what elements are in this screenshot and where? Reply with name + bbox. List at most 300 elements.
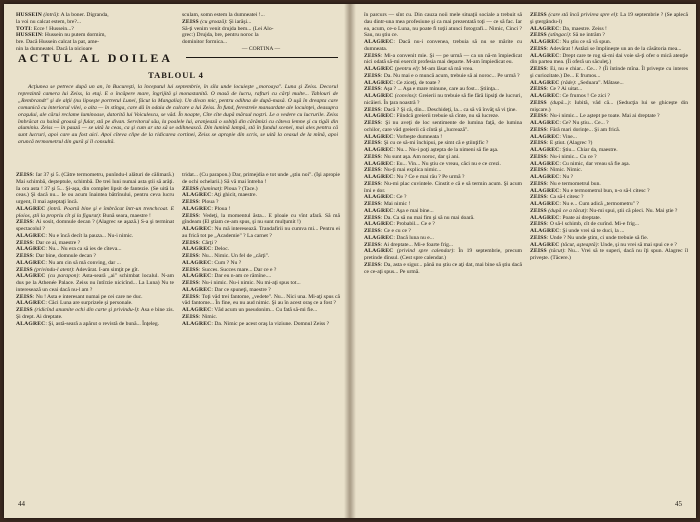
speaker-name: ALAGREC	[16, 232, 46, 239]
dialogue-line	[364, 12, 522, 39]
dialogue-line	[364, 147, 522, 154]
dialogue-line	[182, 287, 340, 294]
line-text: : Nimic. Nimic.	[546, 167, 582, 174]
speaker-name: ZEISS	[530, 180, 547, 187]
dialogue-line	[364, 235, 522, 242]
line-text: : Dacă ? Şi că, din... Deschideţi, la... ca să vă învăţ să vi ţine.	[380, 106, 517, 113]
speaker-name: ALAGREC	[182, 205, 212, 212]
page-number-left: 44	[18, 500, 25, 508]
speaker-name: ZEISS	[182, 212, 199, 219]
speaker-name: ZEISS	[182, 239, 199, 246]
dialogue-line	[364, 107, 522, 114]
speaker-name: ALAGREC	[364, 66, 394, 72]
line-text: la voi nu calcat estem, bre?...	[16, 18, 82, 25]
line-text: : În 19 septembrie, precum pretinde dînsul. (Cest spre calendar.)	[364, 248, 522, 261]
top-column-2	[182, 12, 340, 50]
speaker-name: ZEISS	[364, 153, 381, 160]
speaker-name: HUSSEIN	[16, 32, 42, 39]
line-text: : Ai sosit, domnule decan ? (Alagrec se aşază.) S-a şi terminat spectacolul ?	[16, 219, 174, 232]
speaker-name: ZEISS	[364, 261, 381, 268]
speaker-name: ZEISS	[530, 140, 547, 147]
speaker-name: ZEISS	[364, 167, 381, 174]
speaker-name: ALAGREC	[364, 113, 394, 120]
speaker-name: ALAGREC	[364, 147, 394, 153]
dialogue-line	[364, 181, 522, 195]
line-text: : Ce e cu ce ?	[380, 228, 411, 234]
dialogue-line	[530, 188, 688, 195]
dialogue-line	[182, 273, 340, 280]
speaker-name: ALAGREC	[16, 320, 46, 327]
dialogue-line	[530, 208, 688, 215]
stage-note: (după...)	[546, 99, 570, 106]
speaker-name: ZEISS	[182, 199, 199, 205]
speaker-name: ALAGREC	[530, 52, 560, 59]
stage-note: (pentru el)	[393, 66, 419, 72]
line-text: : Mai nimic !	[380, 201, 411, 207]
speaker-name: ZEISS	[364, 106, 381, 113]
speaker-name: ALAGREC	[364, 207, 394, 214]
line-text: : Poate ai dreptate.	[559, 214, 602, 221]
dialogue-line	[364, 39, 522, 53]
line-text: : Probabil... Ce e ?	[393, 221, 435, 228]
dialogue-line	[16, 26, 174, 33]
speaker-name: ZEISS	[16, 219, 33, 226]
speaker-name: ALAGREC	[530, 133, 560, 140]
stage-note: (tăcut, aşteaptă)	[559, 241, 598, 248]
speaker-name: ZEISS	[530, 221, 547, 228]
line-text: : Fiindcă greierii trebuie să cînte, nu să lucreze.	[393, 113, 500, 120]
line-text: : Cărţi ?	[198, 239, 217, 246]
line-text: bre. Dacă Hussein calcat la pat, ame-	[16, 39, 99, 45]
speaker-name: ZEISS	[364, 201, 381, 207]
speaker-name: ALAGREC	[182, 246, 212, 253]
dialogue-line	[364, 194, 522, 201]
dialogue-line	[16, 39, 174, 46]
top-column-1	[16, 12, 174, 50]
line-text: : Şi iarăşi...	[226, 18, 252, 25]
line-text: : Ştiu... Chiar da, maestre.	[559, 147, 618, 153]
line-text: : Nu... Vrei să te superi, dacă nu îţi spun. Alagrec îl priveşte. (Tăcere.)	[530, 248, 688, 261]
line-text: : Nu e... Cum adică „termometru" ?	[559, 201, 639, 207]
dialogue-line	[530, 39, 688, 46]
dialogue-line	[530, 174, 688, 181]
line-text: : A la boner. Digranda,	[57, 12, 109, 18]
speaker-name: ZEISS	[530, 12, 547, 18]
line-text: : Cum ? Nu ?	[211, 259, 242, 266]
dialogue-line	[530, 120, 688, 127]
line-text: : Da. Ca să nu mai fim şi să nu mai doară.	[380, 214, 475, 221]
right-column-2	[530, 12, 688, 490]
speaker-name: ZEISS	[16, 253, 33, 259]
dialogue-line	[16, 240, 174, 247]
stage-note: (cu groază)	[198, 18, 227, 25]
dialogue-line	[364, 161, 522, 168]
speaker-name: ZEISS	[364, 228, 381, 234]
dialogue-line	[530, 235, 688, 242]
dialogue-line	[182, 12, 340, 19]
line-text: : Asa e bine zis. Şi drept. Ai dreptate.	[16, 307, 174, 320]
page-number-right: 45	[675, 500, 682, 508]
speaker-name: ALAGREC	[530, 201, 560, 207]
speaker-name: ALAGREC	[182, 226, 212, 232]
speaker-name: ALAGREC	[364, 133, 394, 140]
line-text: : Nu mă interesează. Trandafirii nu cumva mi... Pentru ei au frică tot pe „Academie" ? La carnet ?	[182, 226, 340, 239]
line-text: : M-am lăsat să mă vrea.	[418, 66, 474, 72]
line-text: : Ce ?	[393, 194, 407, 201]
line-text: : Cu nimic, dar vreau să fie aşa.	[559, 160, 631, 167]
speaker-name: ZEISS	[364, 72, 381, 79]
line-text: : Nu-i nimic... Cu ce ?	[546, 153, 597, 160]
dialogue-line	[16, 12, 174, 19]
speaker-name: ZEISS	[364, 52, 381, 59]
line-text: : Aţi ghicit, maestre.	[211, 192, 257, 199]
speaker-name: ALAGREC	[530, 214, 560, 221]
speaker-name: ZEISS	[530, 248, 547, 255]
speaker-name: ALAGREC	[16, 300, 46, 307]
left-column-1	[16, 172, 174, 487]
line-text: : Nu ştiu ce să vă spun.	[559, 39, 612, 45]
line-text: — CORTINA —	[241, 45, 281, 50]
line-text: : Să ne intrăm ?	[569, 32, 605, 39]
speaker-name: ZEISS	[364, 241, 381, 248]
speaker-name: ALAGREC	[182, 286, 212, 293]
speaker-name: ALAGREC	[530, 120, 560, 126]
speaker-name: ZEISS	[16, 266, 33, 273]
line-text: : Da. Nimic pe acest oraş la viziune. Domnul Zeiss ?	[211, 320, 330, 327]
dialogue-line	[182, 260, 340, 267]
line-text: : „Seduara". Mătase...	[574, 79, 624, 86]
line-text: : Şi, astă-seară a apărut o revistă de bună... Înţeleg.	[45, 320, 160, 327]
speaker-name: ALAGREC	[530, 93, 560, 99]
line-text: : Nu-i nimic... Le aştept pe toate. Mai ai dreptate ?	[546, 113, 660, 120]
speaker-name: ZEISS	[182, 253, 199, 259]
speaker-name: ALAGREC	[364, 221, 394, 228]
line-text: dominitor formica...	[182, 39, 228, 45]
line-text: : Nu ?	[559, 174, 574, 180]
stage-note: (tăcut)	[546, 248, 565, 255]
line-text: : Nu e termometrul bun.	[546, 180, 601, 187]
dialogue-line	[530, 86, 688, 93]
speaker-name: ZEISS	[530, 207, 547, 214]
speaker-name: ZEISS	[364, 86, 381, 93]
line-text: : Fără mari dorinţe... Şi am frică.	[546, 126, 621, 133]
speaker-name: ALAGREC	[182, 320, 212, 327]
dialogue-line	[16, 172, 174, 206]
speaker-name: ZEISS	[530, 194, 547, 201]
dialogue-line	[182, 294, 340, 308]
stage-note: (privind spre calendar)	[393, 248, 454, 255]
line-text: : Ce ? Ai uitat...	[546, 86, 583, 93]
speaker-name: ZEISS	[530, 167, 547, 174]
speaker-name: ZEISS	[182, 18, 199, 25]
speaker-name: ZEISS	[16, 172, 33, 178]
line-text: : Ce frumos ! Ce zici ?	[559, 93, 611, 99]
dialogue-line	[530, 147, 688, 154]
line-text: : Ce ziceţi, de toate ?	[393, 79, 441, 86]
line-text: : Căci Luna are surprizele şi personale.	[45, 300, 133, 307]
line-text: : Greierii nu trebuie să fie fără lipsiţi de lucruri, nicăieri. În ţara noastră ?	[364, 93, 522, 106]
line-text: : Hussein nu putem dormim,	[41, 32, 106, 39]
dialogue-line	[364, 248, 522, 262]
stage-note: (intră. Poartă bine şi e îmbrăcat într-un trenchcoat. E ploios, ştii la propriu cît şi la figurat)	[16, 205, 174, 219]
dialogue-line	[364, 167, 522, 174]
line-text: : Nimic.	[198, 313, 218, 320]
dialogue-line	[530, 181, 688, 188]
speaker-name: ALAGREC	[16, 246, 46, 253]
dialogue-line	[16, 300, 174, 307]
dialogue-line	[530, 12, 688, 26]
act-title: ACTUL AL DOILEA	[18, 51, 174, 65]
speaker-name: ZEISS	[16, 307, 33, 313]
line-text: : Văd acum un pseudonim... Cu fată să-mi fie...	[211, 307, 318, 313]
dialogue-line	[530, 53, 688, 67]
line-text: : O să-l schimb, cît de curînd. Mi-e frig...	[546, 221, 639, 228]
line-text: : Ca să-l citesc ?	[546, 194, 584, 201]
line-text: : Unde, şi nu vrei să mai spui ce e ?	[597, 241, 677, 248]
dialogue-line	[182, 280, 340, 287]
speaker-name: ALAGREC	[182, 273, 212, 280]
speaker-name: ZEISS	[182, 313, 199, 320]
speaker-name: ALAGREC	[530, 25, 560, 32]
stage-note: (râde)	[559, 79, 575, 86]
dialogue-line	[182, 267, 340, 274]
dialogue-line	[16, 294, 174, 301]
line-text: : Drept care te rog să-mi dai voie să-ţi ofer o mică atenţie din partea mea. (Îi oferă un săculeţ.)	[530, 52, 688, 66]
speaker-name: ALAGREC	[530, 174, 560, 180]
line-text: : Ecce ! Hussein...?	[30, 25, 74, 32]
line-text: : Şi cu ce să-mi închipui, pe simt că e ştiinţific ?	[380, 140, 489, 147]
dialogue-line	[364, 93, 522, 107]
speaker-name: ALAGREC	[16, 273, 46, 280]
dialogue-line	[182, 19, 340, 26]
line-text: : Deloc.	[211, 246, 230, 253]
dialogue-line	[16, 246, 174, 253]
dialogue-line	[530, 127, 688, 134]
dialogue-line	[530, 100, 688, 114]
line-text: : Ai dreptate... Mi-e foarte frig...	[380, 241, 454, 248]
line-text: : Vorbeşte dumneata !	[393, 133, 443, 140]
line-text: : Nu... Nimic. Un fel de „cărţi".	[198, 253, 270, 259]
dialogue-line	[530, 154, 688, 161]
dialogue-line	[530, 93, 688, 100]
speaker-name: ZEISS	[530, 99, 547, 106]
speaker-name: ZEISS	[530, 153, 547, 160]
line-text: grec:) Drujda, bre, pentru noroc la	[182, 32, 259, 39]
dialogue-line	[530, 228, 688, 235]
dialogue-line	[530, 113, 688, 120]
line-text: tridat... (Cu parapon.) Dar, primejdia e tot unde „ştiu noi". (Îşi apropie de ochi ochelarii.) Să vă mai întreba !	[182, 172, 340, 185]
top-continuation	[16, 12, 340, 50]
line-text: : Adevărat ! Astăzi se împlineşte un an de la căsătoria mea...	[546, 45, 682, 52]
dialogue-line	[16, 32, 174, 39]
speaker-name: ZEISS	[364, 180, 381, 187]
speaker-name: ALAGREC	[530, 147, 560, 153]
dialogue-body	[16, 172, 340, 487]
speaker-name: ALAGREC	[364, 39, 394, 45]
speaker-name: TOTI	[16, 25, 31, 32]
stage-note: (luminat)	[198, 185, 222, 192]
line-text: : E ştiut. (Alagrec ?)	[546, 140, 593, 147]
dialogue-line	[182, 253, 340, 260]
dialogue-line	[364, 120, 522, 134]
speaker-name: ALAGREC	[530, 39, 560, 45]
line-text: Să-ţi venim venit drujda bem... (Lei Alo-	[182, 25, 274, 32]
dialogue-line	[364, 228, 522, 235]
dialogue-line	[530, 248, 688, 262]
speaker-name: ALAGREC	[530, 228, 560, 234]
line-text: : Bună seara, maestre !	[99, 212, 151, 219]
line-text: : Da, asta e sigur... până nu ştiu ce aţi dat, mai bine să ştiu dacă ce ce-aţi spus... Pe urmă.	[364, 261, 522, 275]
line-text: : Dacă nu-i convenea, trebuia să nu se mărite cu dumneata.	[364, 39, 522, 52]
line-text: : Dar ce spuneţi, maestre ?	[211, 286, 271, 293]
line-text: : Vine...	[559, 133, 577, 140]
speaker-name: ZEISS	[182, 185, 199, 192]
dialogue-line	[182, 192, 340, 199]
line-text: : Ploua ?	[198, 199, 219, 205]
stage-note: (ridicînd anumite ochi din carte şi privindu-l)	[32, 307, 138, 313]
stage-note: (convins)	[393, 93, 416, 99]
speaker-name: ALAGREC	[364, 248, 394, 255]
page-left	[4, 4, 348, 518]
speaker-name: ZEISS	[530, 45, 547, 52]
speaker-name: ALAGREC	[364, 174, 394, 180]
line-text: : Ce? Nu ştiu... Ce... ?	[559, 120, 609, 126]
speaker-name: ALAGREC	[16, 259, 46, 266]
line-text: : Dacă luna nu e...	[393, 234, 434, 241]
dialogue-line	[530, 194, 688, 201]
dialogue-line	[16, 260, 174, 267]
speaker-name: ALAGREC	[530, 160, 560, 167]
dialogue-line	[530, 80, 688, 87]
line-text: : Nu... Nu-i poţi aştepta de la nimeni să fie aşa.	[393, 147, 499, 153]
line-text: : Eu... Vin... Nu ştiu ce vreau, căci nu e ce crezi.	[393, 160, 501, 167]
dialogue-line	[16, 206, 174, 220]
dialogue-line	[530, 46, 688, 53]
speaker-name: HUSSEIN	[16, 12, 42, 18]
dialogue-line	[16, 307, 174, 321]
line-text: : Iar 37 şi 5. (Către termometru, punîndu-l alături de călimară.) Mai schimbă, deşteptule, schimbă. De trei luni numai asta ştii să arăţi. Ia ora asta ! 37 şi 5... Şi-aşa, din complet lipsit de fantezie. (Se uită la ceas.) Şi dacă nu... Ie ou acum înaintea bătrînului, pentru ceva lucru urgent, îl mai aşteptaţi încă.	[16, 172, 174, 205]
line-text: : Asta-seară „ai" schimbat localul. N-am dus pe la Athenée Palace. Zeiss nu întîrzie nicicînd... La Luna) Nu te interesează un ceai dacă nu-l am ?	[16, 273, 174, 293]
dialogue-line	[364, 262, 522, 276]
dialogue-line	[16, 253, 174, 260]
dialogue-line	[16, 233, 174, 240]
dialogue-line	[530, 221, 688, 228]
line-text: : Nu-mi spui, ştii că pleci. Nu. Mai ştie ?	[586, 207, 678, 214]
line-text: : Unde ? Nu unde ştim, ci unde trebuie să fie.	[546, 234, 649, 241]
right-column-1	[364, 12, 522, 490]
dialogue-line	[364, 221, 522, 228]
speaker-name: ZEISS	[530, 66, 547, 72]
line-text: : Vedeţi, la momentul ăsta... E ploaie cu vînt afară. Să mă gîndeam (El ştiam ce-am spus, şi nu sunt mulţumit !)	[182, 212, 340, 226]
line-text: : Da. Nu mai e o muncă acum, trebuie să ai noroc... Pe urmă ?	[380, 72, 520, 79]
line-text: : Succes. Succes mare... Dar ce e ?	[198, 266, 277, 273]
stage-directions: Acţiunea se petrece după un an, în Bucureşti, la începutul lui septembrie, în sîla unde locuieşte „moroaya". Luna şi Zeiss. Decorul reprezintă camera lui Zeiss, la etaj. E o încăpere mare, îngrijită şi monastanită. O masă de lucru, rafturi cu cărţi multe... Tablouri de „Rembrandt" şi de alţii (nu lipseşte portretul Lunei, făcut la Mangalia). Un divan mic, pentru odihna de după-masă. O uşă în dreapta care comunică cu interiorul vilei, o alta — în stînga, care dă în odaia de culcare a lui Zeiss. În fund, ferestrele mansardate ale locuinţei, deasupra oraşului, ale cărui reclame luminoase, datorită lui Voiculescu, se văd. În noapte, Cîte cîte după mărsul noştri. Le o vedere cu lucrurile. Zeiss îmbrăcat cu haină groasă şi fular, stă pe divan. Servitorul său, la poalele lui, aranjează o sobiţă din cărămizi cu câteva lemne şi cu tigăi din aluminiu. Zeiss — în pauză — se uită la ceas, ca şi cum ar sta să se odihnească. Din lumină lampă, stă în fundul scenei, mai ales pentru că sunt lucruri, apoi care au fost aici. Apoi cîteva clipe de la ridicarea cortinei, Zeiss se apropie din scris, se uită la ceasul de la mînă, apoi aruncă termometrul din gură şi îl consultă.	[18, 84, 338, 146]
speaker-name: ZEISS	[182, 293, 199, 300]
dialogue-line	[364, 53, 522, 67]
dialogue-line	[16, 321, 174, 328]
line-text: : Nu-i nimic. Nu-i nimic. Nu mi-aţi spus tot...	[198, 280, 301, 286]
stage-note: (care stă încă privirea spre el)	[546, 12, 617, 18]
dialogue-line	[364, 208, 522, 215]
line-text: : Aşa e mai bine...	[393, 207, 434, 214]
dialogue-line	[182, 321, 340, 328]
line-text: : Şi unde vrei să te duci, la ...	[559, 228, 625, 234]
line-text: : Nu ? Ce e mai rău ? Pe urmă ?	[393, 174, 465, 180]
speaker-name: ALAGREC	[364, 160, 394, 167]
speaker-name: ALAGREC	[530, 241, 560, 248]
line-text: nin la dumneatei. Dacă la picioare	[16, 45, 93, 50]
line-text: : Dar bine, domnule decan ?	[32, 253, 96, 259]
tablou-title: TABLOUL 4	[148, 70, 204, 80]
speaker-name: ZEISS	[182, 266, 199, 273]
speaker-name: ZEISS	[182, 280, 199, 286]
dialogue-line	[182, 186, 340, 193]
line-text: : Dar ce ai, maestre ?	[32, 239, 81, 246]
line-text: : Nu sunt aşa. Am noroc, dar şi ani.	[380, 153, 460, 160]
dialogue-line	[364, 86, 522, 93]
speaker-name: ALAGREC	[182, 259, 212, 266]
line-text: : Nu ! Asta e interesant numai pe cei care ne duc.	[32, 293, 143, 300]
stage-note: (stîngaci)	[546, 32, 570, 39]
speaker-name: ZEISS	[530, 86, 547, 93]
stage-note: (după ce a tăcut)	[546, 207, 587, 214]
dialogue-line	[182, 206, 340, 213]
line-text: : Şi nu aveţi de loc sentimente de lumina faţă, de lumina ochilor, care văd greierii că cîntă şi „lucrează".	[364, 120, 522, 133]
line-text: : Nu... Nu era ca să ies de cîteva...	[45, 246, 122, 253]
line-text: : Dar eu n-am ce rămîne....	[211, 273, 272, 280]
stage-note: (intră)	[41, 12, 58, 18]
line-text: : Da, maestre. Zeiss !	[559, 25, 607, 32]
line-text: : Mi-a convenit mie. Şi — pe urmă — ca un nă-m împiedicat nici odată să-mi exercit profesia mai departe. M-am împiedicat eu.	[364, 52, 522, 66]
speaker-name: ALAGREC	[182, 307, 212, 313]
dialogue-line	[182, 199, 340, 206]
dialogue-line	[530, 201, 688, 208]
speaker-name: ALAGREC	[530, 79, 560, 86]
line-text: : Adevărat. I-am simţit pe gît.	[72, 266, 139, 273]
dialogue-line	[364, 73, 522, 80]
dialogue-line	[182, 307, 340, 314]
line-text: : Nu-mi plac cuvintele. Cinstit e că e să termin acum. Şi acum îmi e dor.	[364, 180, 522, 194]
dialogue-line	[364, 215, 522, 222]
dialogue-line	[182, 240, 340, 247]
dialogue-line	[530, 161, 688, 168]
act-title-rule	[186, 57, 338, 58]
speaker-name: ALAGREC	[364, 79, 394, 86]
speaker-name: ALAGREC	[364, 234, 394, 241]
line-text: în parcurs — sînt cu. Din cauza noii mele situaţii sociale a trebuit să dau dintr-una mea profesiune şi ca mai prezentată toţi — ce să fac. Iar ea, acum, ce-o Luna, nu poate fi toţii atunci fotografi... Nimic, Cinci ? Sau, nu ştiu ce.	[364, 12, 522, 39]
dialogue-line	[182, 172, 340, 186]
dialogue-line	[364, 140, 522, 147]
line-text: : Nu e încă decît la pauza... Nu-i nimic.	[45, 232, 134, 239]
dialogue-line	[364, 201, 522, 208]
speaker-name: ZEISS	[16, 293, 33, 300]
dialogue-line	[364, 174, 522, 181]
speaker-name: ZEISS	[530, 113, 547, 120]
dialogue-line	[364, 154, 522, 161]
stage-note: (cu parapon)	[45, 273, 79, 280]
dialogue-line	[182, 32, 340, 39]
dialogue-line	[16, 273, 174, 293]
speaker-name: ALAGREC	[182, 192, 212, 199]
speaker-name: ALAGREC	[530, 187, 560, 194]
line-text: : Aşa ? ... Aşa e mare minune, care au fost... Ştiinţa...	[380, 86, 500, 93]
speaker-name: ZEISS	[364, 214, 381, 221]
speaker-name: ZEISS	[530, 32, 547, 39]
dialogue-line	[182, 213, 340, 227]
speaker-name: ZEISS	[16, 239, 33, 246]
dialogue-line	[530, 66, 688, 80]
line-text: : Toţi văd trei fantome, „vedete". Nu... Nici una. Mi-aţi spus că văd fantome... În fine, eu nu aud nimic. Şi au în acest oraş ce a fost ?	[182, 293, 340, 307]
